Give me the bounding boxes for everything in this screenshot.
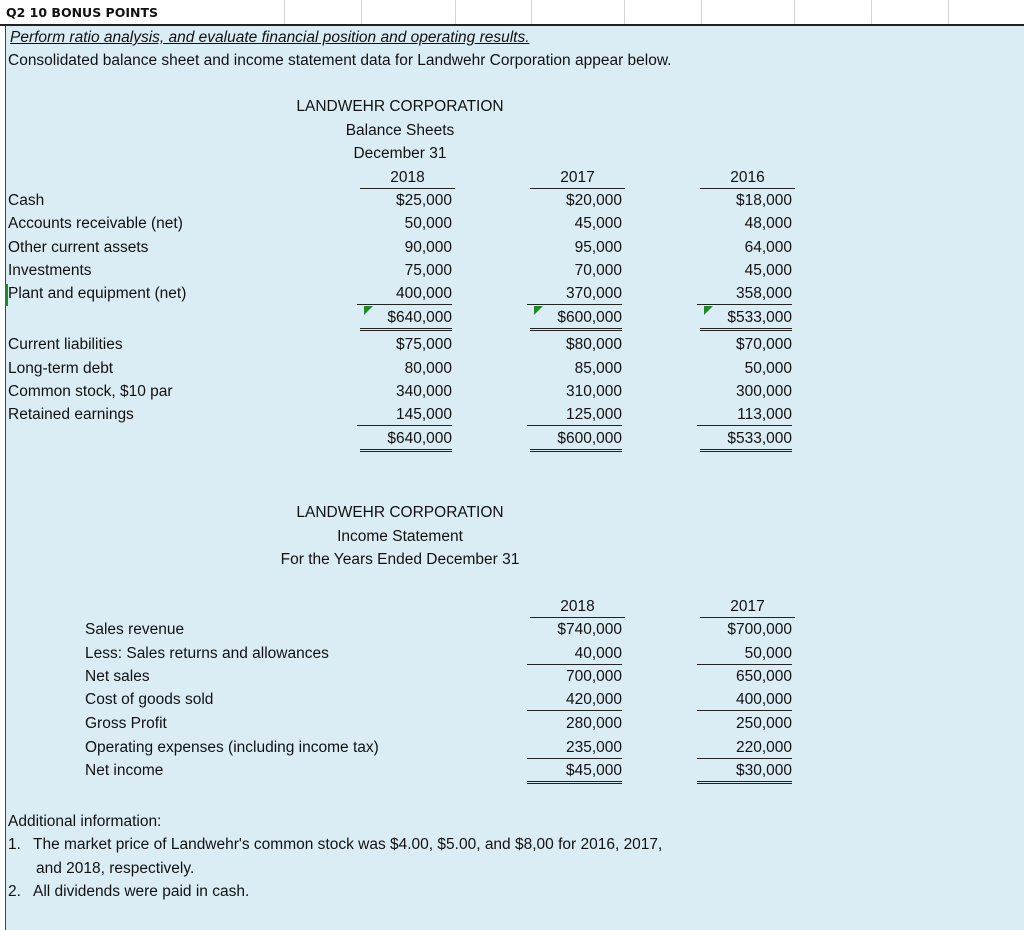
bs-value: 340,000 [395,383,452,400]
bs-total-liabilities: $640,000 [360,429,452,452]
grid-line [531,0,532,24]
bs-total-assets: $640,000 [360,308,452,331]
note-text: All dividends were paid in cash. [33,883,250,900]
is-row-label: Gross Profit [85,715,167,732]
bs-value: 113,000 [697,405,792,426]
is-value: 280,000 [565,715,622,732]
bs-year-header: 2017 [530,168,625,189]
note-number: 2. [8,883,21,900]
is-title: Income Statement [337,528,463,545]
bs-value: $25,000 [395,192,452,209]
bs-row-label: Investments [8,262,92,279]
is-value: 50,000 [697,644,792,665]
bs-value: $70,000 [735,336,792,353]
bs-row-label: Other current assets [8,239,149,256]
bs-value: 358,000 [697,284,792,305]
cell-comment-flag-icon [534,306,543,315]
bs-value: $75,000 [395,336,452,353]
is-value: 250,000 [735,715,792,732]
is-value: 235,000 [527,738,622,759]
note-number: 1. [8,836,21,853]
bs-value: 50,000 [404,215,452,232]
bs-row-label: Current liabilities [8,336,123,353]
note-text-continued: and 2018, respectively. [36,860,195,877]
is-value: 400,000 [697,690,792,711]
bs-value: 145,000 [357,405,452,426]
bs-row-label: Cash [8,192,45,209]
is-company: LANDWEHR CORPORATION [296,504,504,521]
is-row-label: Net income [85,762,164,779]
grid-line [794,0,795,24]
bs-total-liabilities: $600,000 [530,429,622,452]
instruction-text: Perform ratio analysis, and evaluate financial position and operating results. [10,29,530,46]
description-text: Consolidated balance sheet and income statement data for Landwehr Corporation appear below. [8,52,672,69]
is-row-label: Net sales [85,668,150,685]
grid-line [701,0,702,24]
is-value: $700,000 [727,621,792,638]
bs-value: 45,000 [744,262,792,279]
is-row-label: Cost of goods sold [85,691,214,708]
bs-total-assets: $600,000 [530,308,622,331]
is-year-header: 2018 [530,597,625,618]
is-value: $45,000 [527,761,622,784]
bs-row-label: Common stock, $10 par [8,383,173,400]
bs-value: $20,000 [565,192,622,209]
question-label: Q2 10 BONUS POINTS [6,5,158,20]
is-row-label: Less: Sales returns and allowances [85,645,329,662]
bs-value: 370,000 [527,284,622,305]
bs-value: 300,000 [735,383,792,400]
bs-total-liabilities: $533,000 [700,429,792,452]
bs-value: $80,000 [565,336,622,353]
bs-value: 80,000 [404,360,452,377]
bs-value: 90,000 [404,239,452,256]
is-row-label: Operating expenses (including income tax) [85,739,379,756]
bs-value: 64,000 [744,239,792,256]
is-value: $740,000 [557,621,622,638]
bs-title: Balance Sheets [345,122,455,139]
bs-row-label: Accounts receivable (net) [8,215,183,232]
bs-year-header: 2018 [360,168,455,189]
bs-value: 400,000 [357,284,452,305]
cell-comment-flag-icon [364,306,373,315]
bs-value: 125,000 [527,405,622,426]
grid-line [284,0,285,24]
is-year-header: 2017 [700,597,795,618]
is-value: 40,000 [527,644,622,665]
bs-row-label: Long-term debt [8,360,114,377]
grid-line [871,0,872,24]
grid-line [361,0,362,24]
is-value: $30,000 [697,761,792,784]
is-row-label: Sales revenue [85,621,185,638]
grid-line [948,0,949,24]
is-period: For the Years Ended December 31 [280,551,520,568]
bs-value: 95,000 [574,239,622,256]
bs-total-assets: $533,000 [700,308,792,331]
is-value: 420,000 [527,690,622,711]
bs-company: LANDWEHR CORPORATION [296,98,504,115]
additional-heading: Additional information: [8,813,162,830]
is-value: 700,000 [565,668,622,685]
grid-line [455,0,456,24]
bs-value: $18,000 [735,192,792,209]
is-value: 650,000 [735,668,792,685]
bs-value: 45,000 [574,215,622,232]
bs-value: 50,000 [744,360,792,377]
grid-line [624,0,625,24]
bs-date: December 31 [353,145,447,162]
bs-value: 85,000 [574,360,622,377]
bs-value: 48,000 [744,215,792,232]
bs-value: 70,000 [574,262,622,279]
bs-row-label: Retained earnings [8,406,134,423]
bs-row-label: Plant and equipment (net) [8,285,187,302]
cell-comment-flag-icon [704,306,713,315]
bs-value: 310,000 [565,383,622,400]
note-text: The market price of Landwehr's common stock was $4.00, $5.00, and $8,00 for 2016, 2017, [33,836,663,853]
bs-value: 75,000 [404,262,452,279]
is-value: 220,000 [697,738,792,759]
bs-year-header: 2016 [700,168,795,189]
